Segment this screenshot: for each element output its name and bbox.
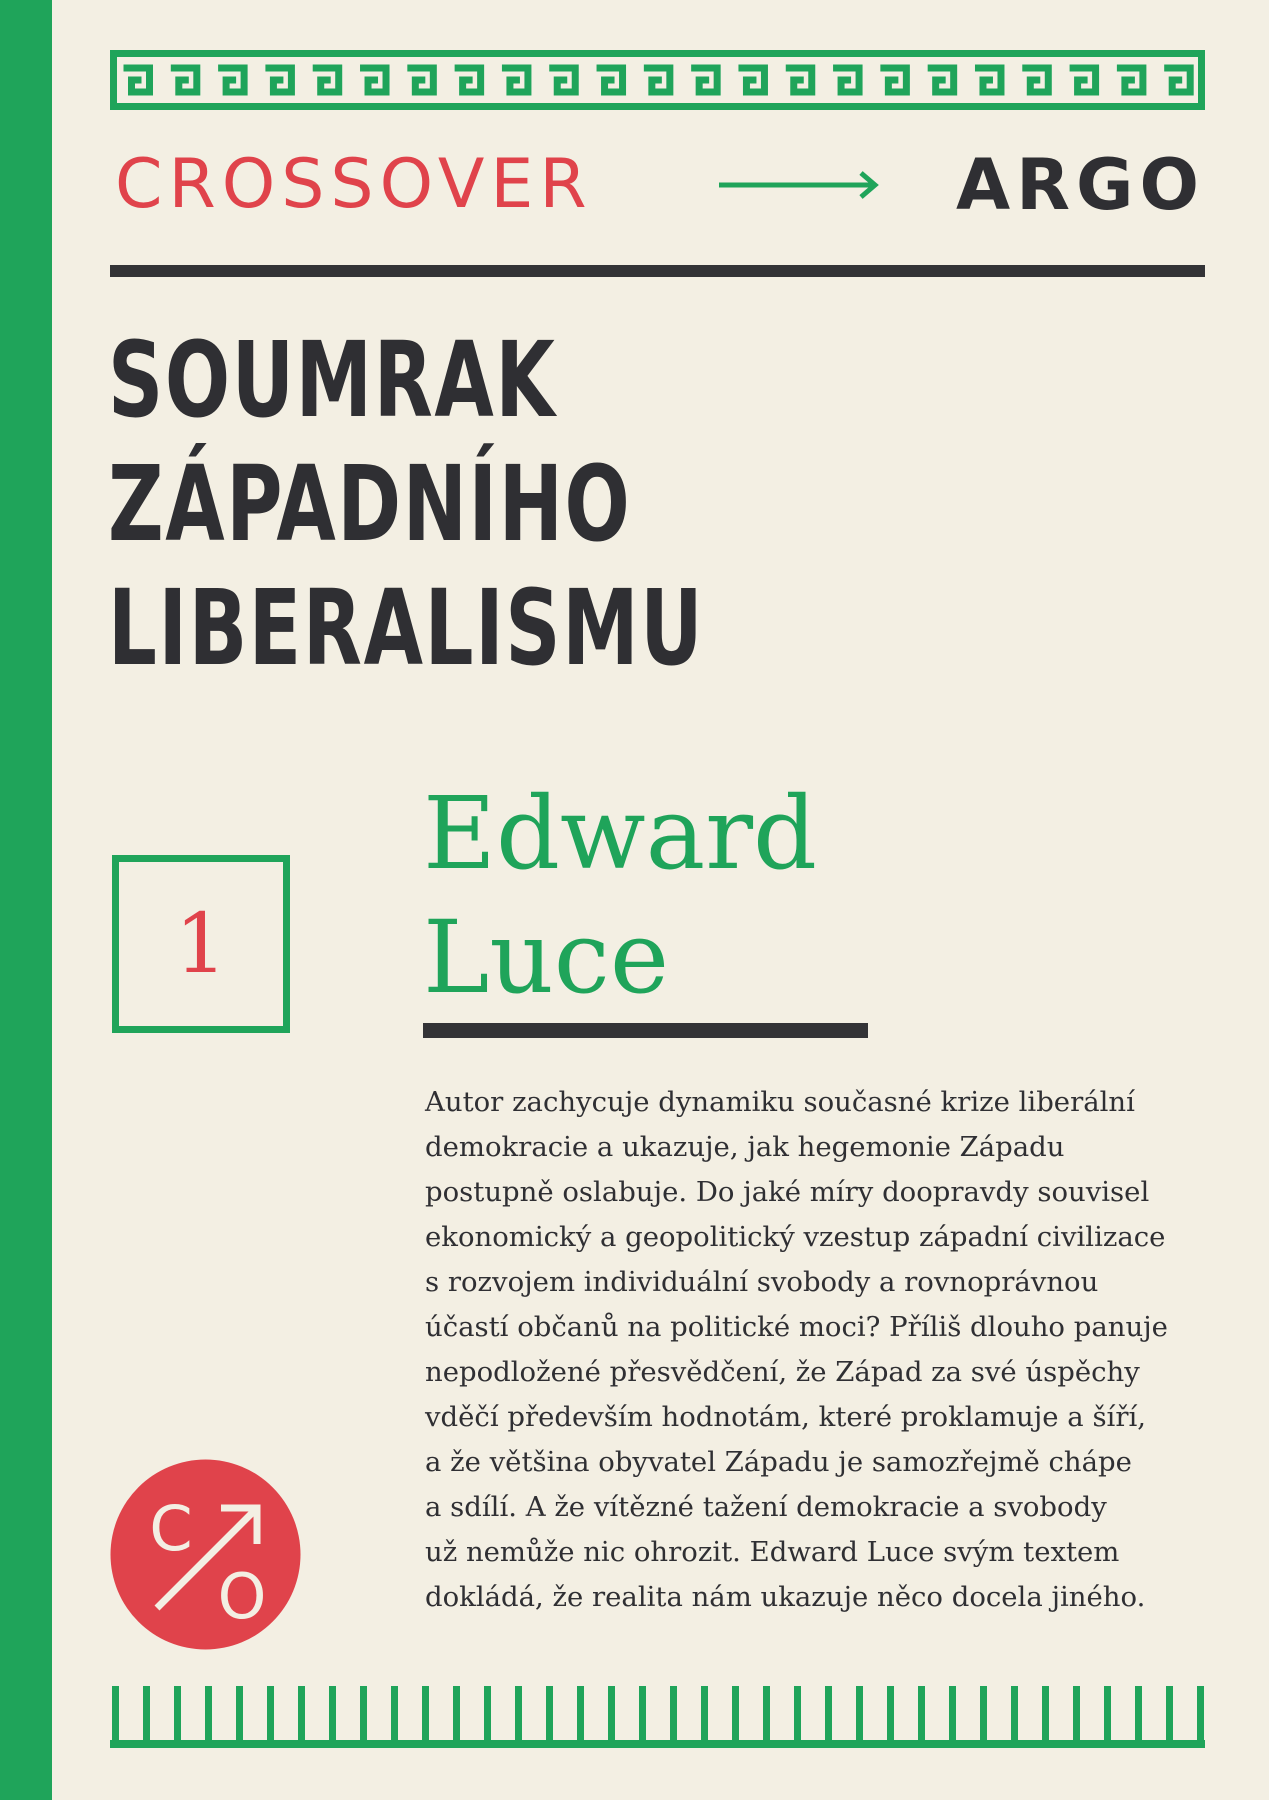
- volume-box: [112, 855, 290, 1033]
- blurb-line: dokládá, že realita nám ukazuje něco docela jiného.: [425, 1581, 1146, 1613]
- author-name: [423, 772, 817, 1020]
- top-rule: [110, 265, 1205, 277]
- cover-spine: [0, 0, 52, 1800]
- bottom-comb-border: [110, 1680, 1205, 1750]
- series-arrow-icon: [715, 168, 885, 202]
- author-rule: [423, 1023, 868, 1038]
- blurb-line: účastí občanů na politické moci? Příliš dlouho panuje: [425, 1311, 1168, 1343]
- logo-letter-o: O: [217, 1560, 267, 1633]
- book-title: [108, 318, 704, 690]
- blurb-line: vděčí především hodnotám, které proklamuje a šíří,: [425, 1401, 1147, 1433]
- title-line: ZÁPADNÍHO: [108, 443, 632, 565]
- top-meander-border: [110, 50, 1205, 110]
- blurb-line: už nemůže nic ohrozit. Edward Luce svým textem: [425, 1536, 1120, 1568]
- author-first-name: Edward: [423, 775, 818, 892]
- title-line: LIBERALISMU: [108, 567, 705, 689]
- author-last-name: Luce: [423, 899, 669, 1016]
- logo-letter-c: C: [149, 1492, 193, 1565]
- blurb-line: postupně oslabuje. Do jaké míry doopravdy souvisel: [425, 1176, 1150, 1208]
- publisher-name: ARGO: [955, 144, 1205, 226]
- series-name: CROSSOVER: [115, 145, 593, 224]
- crossover-logo-icon: [109, 1458, 302, 1651]
- blurb-line: demokracie a ukazuje, jak hegemonie Západu: [425, 1131, 1065, 1163]
- series-header: [110, 140, 1205, 230]
- blurb-line: s rozvojem individuální svobody a rovnoprávnou: [425, 1266, 1099, 1298]
- blurb-line: nepodložené přesvědčení, že Západ za své úspěchy: [425, 1356, 1140, 1388]
- blurb-line: ekonomický a geopolitický vzestup západní civilizace: [425, 1221, 1166, 1253]
- blurb-line: a sdílí. A že vítězné tažení demokracie a svobody: [425, 1491, 1107, 1523]
- blurb-line: Autor zachycuje dynamiku současné krize liberální: [425, 1086, 1135, 1118]
- blurb-text: [425, 1080, 1185, 1620]
- blurb-line: a že většina obyvatel Západu je samozřejmě chápe: [425, 1446, 1132, 1478]
- title-line: SOUMRAK: [108, 319, 557, 441]
- volume-number: 1: [174, 896, 228, 992]
